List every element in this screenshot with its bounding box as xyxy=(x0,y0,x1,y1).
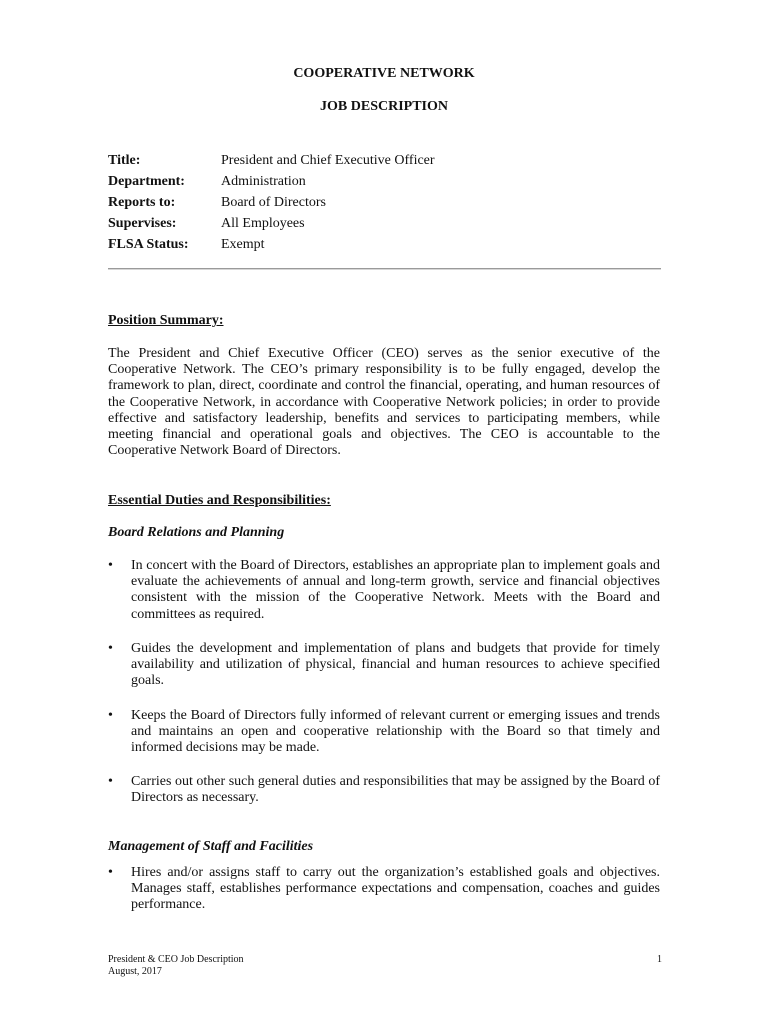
meta-row-department xyxy=(108,173,668,194)
subheading-board-relations: Board Relations and Planning xyxy=(108,525,285,540)
bullet-icon: • xyxy=(108,641,113,656)
meta-label: Title: xyxy=(108,153,141,168)
list-item xyxy=(108,865,660,914)
list-item xyxy=(108,641,660,690)
meta-value: President and Chief Executive Officer xyxy=(221,153,435,168)
list-item-text: Keeps the Board of Directors fully informed of relevant current or emerging issues and trends and maintains an open and cooperative relationship with the Board so that timely and informed decisions may be made. xyxy=(131,708,660,756)
meta-row-reports-to xyxy=(108,194,668,215)
list-item xyxy=(108,558,660,623)
bullet-icon: • xyxy=(108,708,113,723)
meta-value: Exempt xyxy=(221,237,265,252)
meta-label: Reports to: xyxy=(108,195,176,210)
list-item-text: Hires and/or assigns staff to carry out the organization’s established goals and objectives. Manages staff, establishes performance expectations and compensation, coaches and guides performance. xyxy=(131,865,660,913)
subheading-staff-facilities: Management of Staff and Facilities xyxy=(108,839,314,854)
meta-label: Department: xyxy=(108,174,185,189)
bullet-icon: • xyxy=(108,558,113,573)
meta-row-supervises xyxy=(108,215,668,236)
list-item-text: In concert with the Board of Directors, establishes an appropriate plan to implement goals and evaluate the achievements of annual and long-term growth, service and financial objectives consistent with the mission of the Cooperative Network. Meets with the Board and committees as required. xyxy=(131,558,660,622)
bullet-icon: • xyxy=(108,865,113,880)
meta-label: FLSA Status: xyxy=(108,237,189,252)
page-number: 1 xyxy=(657,954,662,965)
meta-row-flsa-status xyxy=(108,236,668,257)
meta-label: Supervises: xyxy=(108,216,177,231)
duties-heading: Essential Duties and Responsibilities: xyxy=(108,493,331,508)
list-item xyxy=(108,774,660,806)
meta-value: All Employees xyxy=(221,216,305,231)
meta-value: Administration xyxy=(221,174,306,189)
position-summary-heading: Position Summary: xyxy=(108,313,224,328)
footer-doc-name: President & CEO Job Description xyxy=(108,954,244,965)
horizontal-divider xyxy=(108,268,661,270)
position-summary-text: The President and Chief Executive Officer (CEO) serves as the senior executive of the Cooperative Network. The CEO’s primary responsibility is to be fully engaged, develop the framework to plan, direct, coordinate and control the financial, operating, and human resources of the Cooperative Network, in accordance with Cooperative Network policies; in order to provide effective and satisfactory leadership, benefits and services to participating members, while meeting financial and operational goals and objectives. The CEO is accountable to the Cooperative Network Board of Directors. xyxy=(108,346,660,459)
bullet-icon: • xyxy=(108,774,113,789)
meta-row-title xyxy=(108,152,668,173)
meta-value: Board of Directors xyxy=(221,195,326,210)
list-item xyxy=(108,708,660,757)
list-item-text: Guides the development and implementation of plans and budgets that provide for timely availability and utilization of physical, financial and human resources to achieve specified goals. xyxy=(131,641,660,689)
org-title: COOPERATIVE NETWORK xyxy=(293,66,475,81)
doc-title: JOB DESCRIPTION xyxy=(320,99,448,114)
job-meta-table xyxy=(108,152,668,257)
list-item-text: Carries out other such general duties and responsibilities that may be assigned by the Board of Directors as necessary. xyxy=(131,774,660,806)
footer-date: August, 2017 xyxy=(108,966,162,977)
footer-info xyxy=(108,954,244,978)
